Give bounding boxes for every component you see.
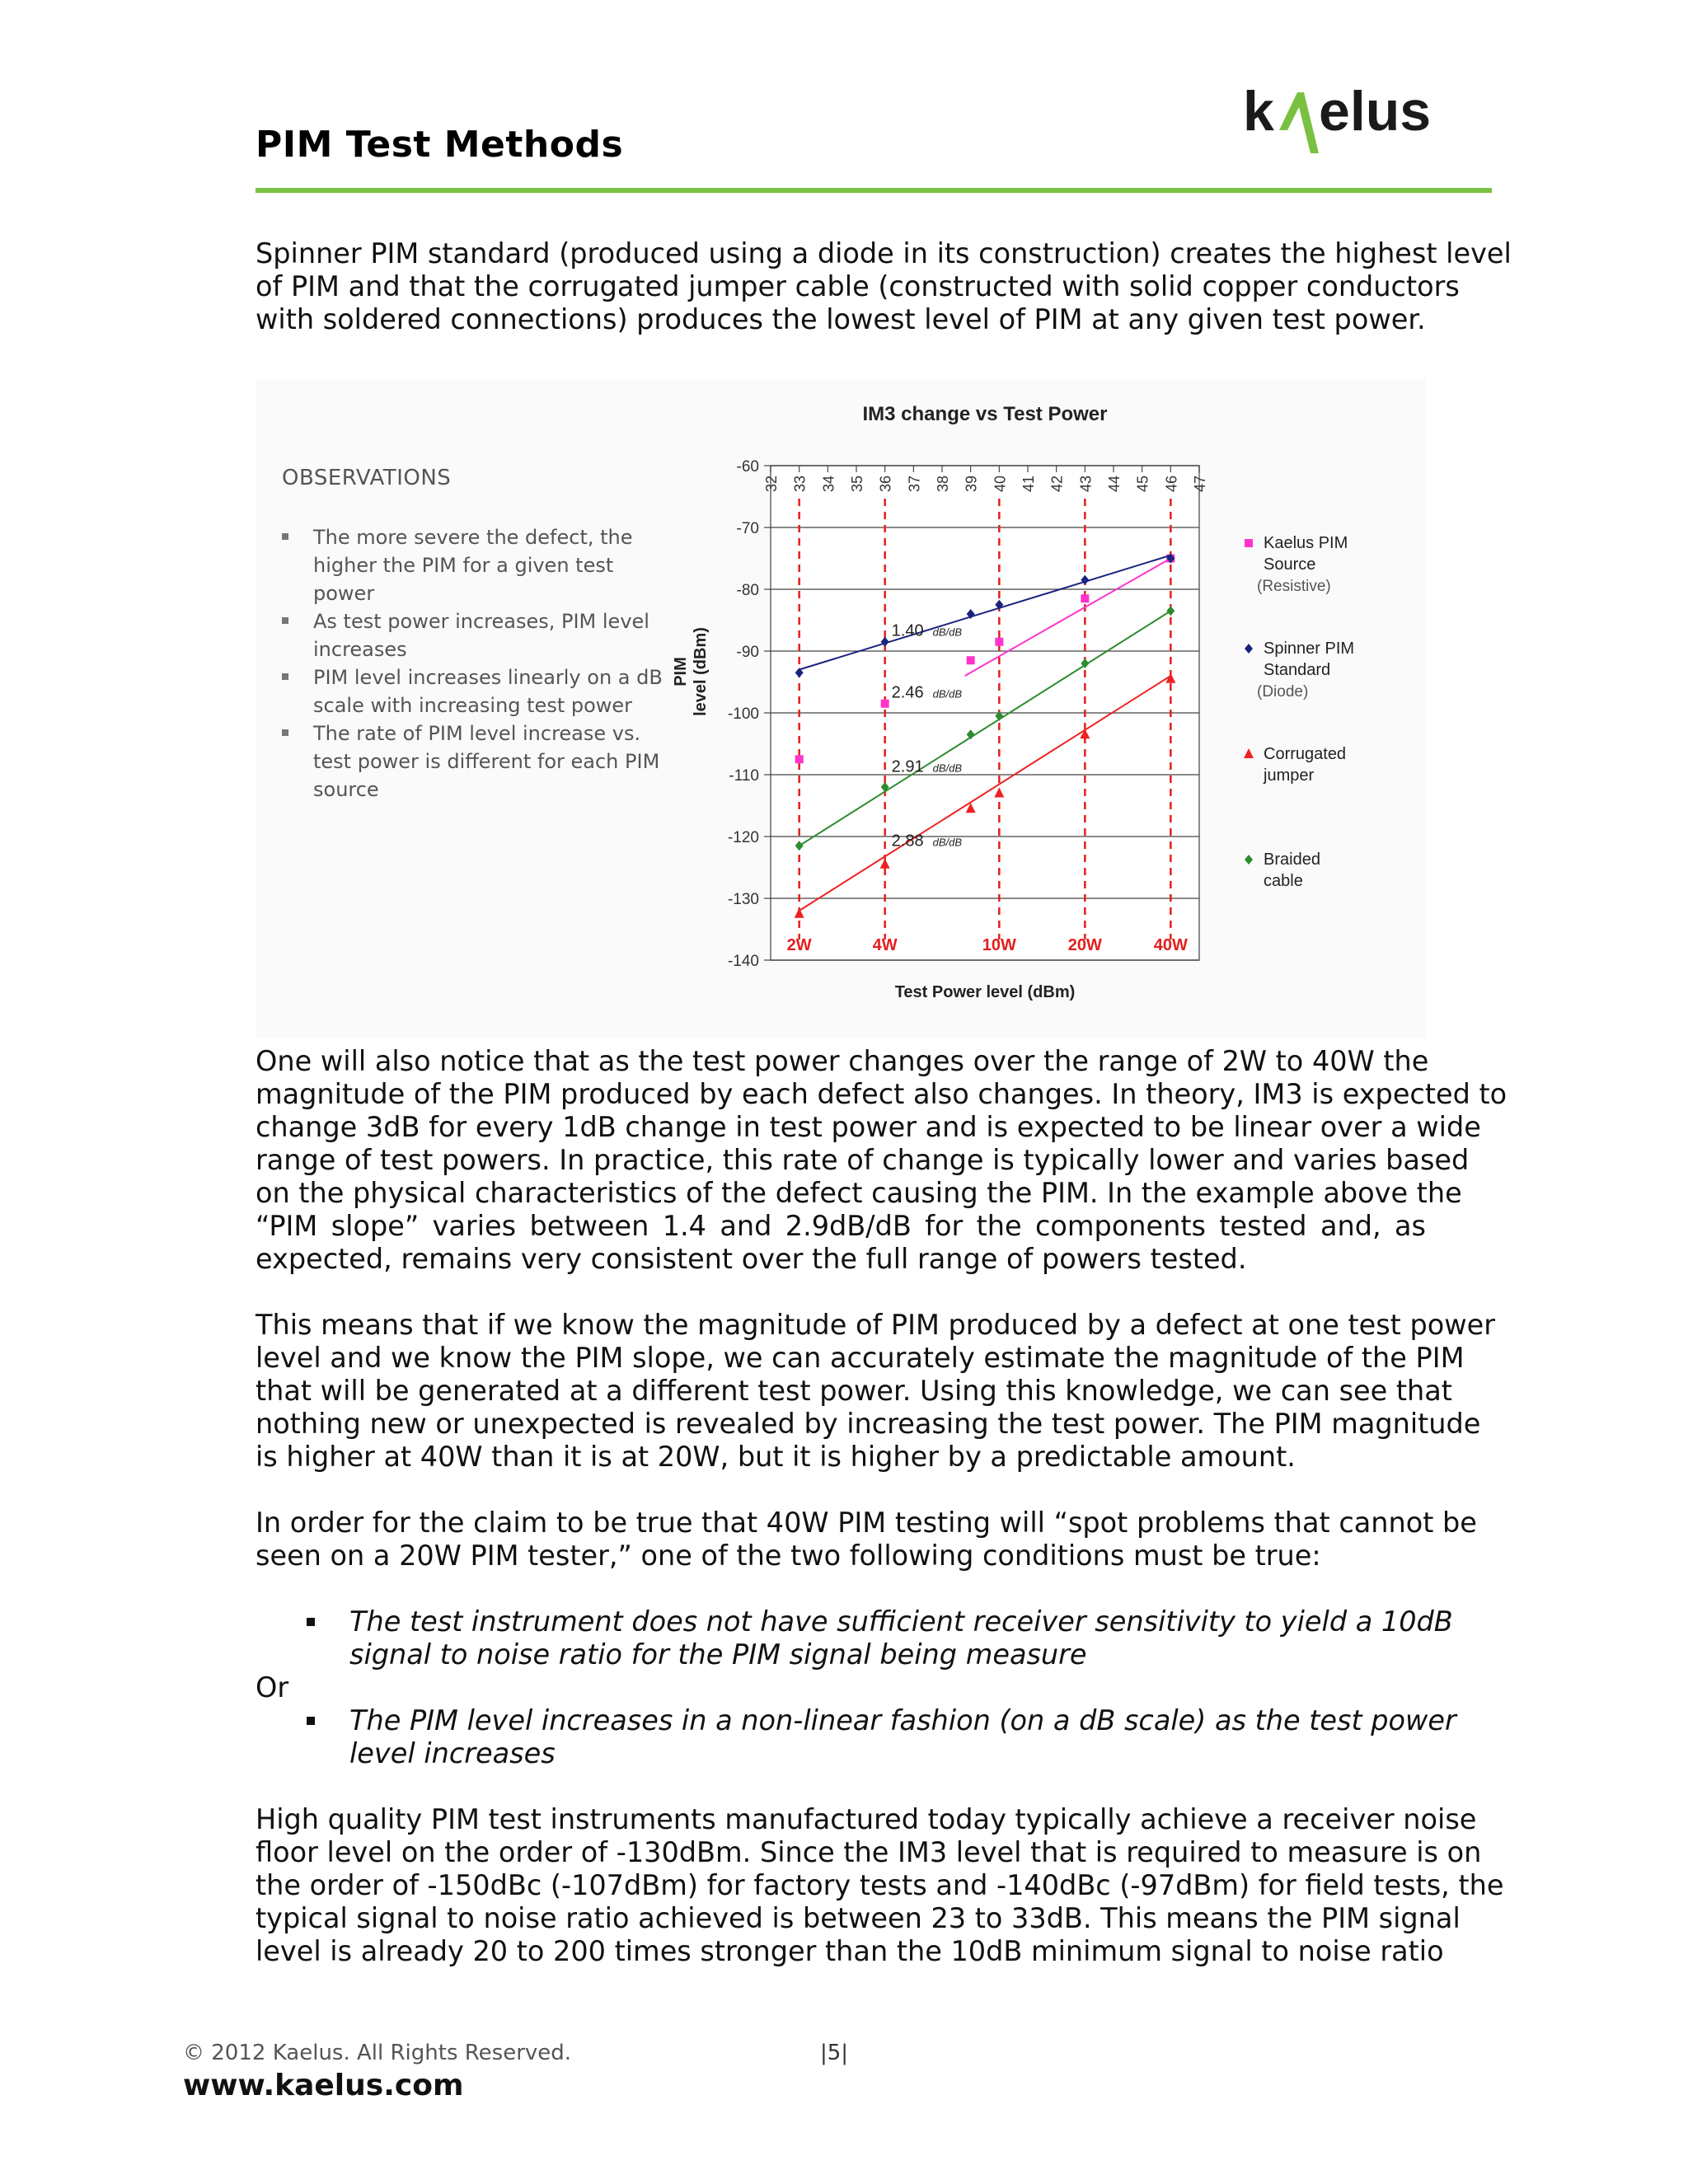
- text-line: typical signal to noise ratio achieved is between 23 to 33dB. This means the PIM signal: [256, 1902, 1461, 1934]
- data-point: [995, 638, 1003, 646]
- x-tick-label: 47: [1192, 476, 1208, 493]
- bullet-icon: [307, 1717, 315, 1725]
- observation-text: The rate of PIM level increase vs. test power is different for each PIM source: [313, 722, 660, 801]
- text-line: floor level on the order of -130dBm. Since the IM3 level that is required to measure is on: [256, 1836, 1482, 1868]
- text-line: range of test powers. In practice, this rate of change is typically lower and varies based: [256, 1144, 1470, 1176]
- slope-unit-label: dB/dB: [932, 687, 963, 701]
- x-tick-label: 32: [763, 476, 780, 493]
- data-point: [1081, 594, 1089, 602]
- text-line: level increases: [349, 1737, 556, 1769]
- kaelus-logo: [1243, 82, 1490, 173]
- condition-item: [256, 1704, 1456, 1770]
- legend-label: Braided: [1264, 851, 1320, 869]
- legend-marker: [1245, 855, 1253, 865]
- bullet-icon: [307, 1618, 315, 1626]
- text-line: level and we know the PIM slope, we can accurately estimate the magnitude of the PIM: [256, 1342, 1465, 1374]
- condition-item: [256, 1605, 1453, 1671]
- power-marker-label: 40W: [1153, 936, 1188, 954]
- slope-label: 2.88: [891, 832, 924, 851]
- condition-list-second: [256, 1704, 1456, 1770]
- legend-marker: [1244, 748, 1254, 758]
- paragraph-pim-slope: [256, 1045, 1507, 1276]
- power-marker-label: 4W: [872, 936, 898, 954]
- x-tick-label: 42: [1048, 476, 1066, 493]
- y-tick-label: -130: [727, 891, 759, 908]
- y-tick-label: -80: [736, 582, 759, 599]
- legend-label: Corrugated: [1264, 745, 1347, 763]
- x-tick-label: 41: [1020, 476, 1037, 493]
- chart-title: IM3 change vs Test Power: [862, 403, 1108, 425]
- y-tick-label: -60: [736, 458, 759, 476]
- observation-text: The more severe the defect, the higher the PIM for a given test power: [313, 526, 633, 605]
- text-line: One will also notice that as the test power changes over the range of 2W to 40W the: [256, 1045, 1429, 1077]
- x-tick-label: 39: [963, 476, 980, 493]
- slope-unit-label: dB/dB: [932, 836, 963, 849]
- or-text: Or: [256, 1671, 289, 1704]
- text-line: change 3dB for every 1dB change in test power and is expected to be linear over a wide: [256, 1111, 1481, 1143]
- svg-text:elus: elus: [1319, 82, 1432, 143]
- slope-unit-label: dB/dB: [932, 626, 963, 639]
- text-line: with soldered connections) produces the lowest level of PIM at any given test power.: [256, 303, 1426, 335]
- observation-text: PIM level increases linearly on a dB scale with increasing test power: [313, 666, 663, 717]
- legend-label: Kaelus PIM: [1264, 534, 1348, 552]
- slope-label: 1.40: [891, 621, 924, 640]
- text-line: on the physical characteristics of the defect causing the PIM. In the example above the: [256, 1177, 1462, 1209]
- y-tick-label: -100: [727, 705, 759, 723]
- x-tick-label: 46: [1163, 476, 1180, 493]
- legend-label: jumper: [1264, 766, 1315, 785]
- y-axis-label: PIM: [672, 657, 690, 687]
- x-tick-label: 36: [877, 476, 894, 493]
- x-tick-label: 37: [906, 476, 923, 493]
- slope-unit-label: dB/dB: [932, 762, 963, 775]
- page-title: PIM Test Methods: [256, 124, 624, 166]
- bullet-icon: [282, 617, 288, 624]
- condition-list-first: [256, 1605, 1453, 1671]
- text-line: “PIM slope” varies between 1.4 and 2.9dB/dB for the components tested and, as: [256, 1210, 1426, 1242]
- text-line: is higher at 40W than it is at 20W, but it is higher by a predictable amount.: [256, 1441, 1296, 1473]
- x-tick-label: 43: [1077, 476, 1095, 493]
- x-tick-label: 35: [849, 476, 865, 493]
- data-point: [967, 656, 975, 664]
- bullet-icon: [282, 673, 288, 680]
- im3-chart: [668, 387, 1409, 1030]
- data-point: [881, 700, 889, 708]
- text-line: nothing new or unexpected is revealed by increasing the test power. The PIM magnitude: [256, 1408, 1481, 1440]
- y-tick-label: -140: [727, 953, 759, 970]
- observation-text: As test power increases, PIM level increases: [313, 610, 649, 661]
- x-tick-label: 45: [1134, 476, 1151, 493]
- slope-label: 2.91: [891, 757, 924, 776]
- paragraph-noise-floor: [256, 1803, 1504, 1968]
- x-tick-label: 40: [992, 476, 1009, 493]
- legend-sublabel: (Resistive): [1257, 578, 1331, 595]
- text-line: that will be generated at a different test power. Using this knowledge, we can see that: [256, 1375, 1452, 1407]
- power-marker-label: 20W: [1067, 936, 1102, 954]
- text-line: expected, remains very consistent over the full range of powers tested.: [256, 1243, 1247, 1275]
- x-tick-label: 38: [935, 476, 951, 493]
- footer-copyright: © 2012 Kaelus. All Rights Reserved.: [183, 2041, 572, 2065]
- x-tick-label: 34: [820, 476, 837, 493]
- text-line: The PIM level increases in a non-linear fashion (on a dB scale) as the test power: [349, 1704, 1456, 1736]
- text-line: level is already 20 to 200 times stronger than the 10dB minimum signal to noise ratio: [256, 1935, 1444, 1967]
- header-rule: [256, 188, 1492, 193]
- paragraph-estimate: [256, 1309, 1495, 1474]
- observation-item: [282, 607, 669, 663]
- text-line: High quality PIM test instruments manufactured today typically achieve a receiver noise: [256, 1803, 1477, 1835]
- legend-label: Source: [1264, 555, 1316, 574]
- y-tick-label: -90: [736, 644, 759, 661]
- y-tick-label: -120: [727, 829, 759, 846]
- observation-item: [282, 719, 669, 804]
- observations-panel: [282, 466, 669, 804]
- legend-label: Standard: [1264, 661, 1331, 679]
- svg-text:k: k: [1243, 82, 1274, 143]
- x-axis-label: Test Power level (dBm): [894, 983, 1076, 1001]
- observation-item: [282, 523, 669, 607]
- power-marker-label: 10W: [982, 936, 1016, 954]
- legend-label: cable: [1264, 872, 1303, 890]
- power-marker-label: 2W: [786, 936, 812, 954]
- paragraph-claim: [256, 1507, 1477, 1572]
- text-line: This means that if we know the magnitude of PIM produced by a defect at one test power: [256, 1309, 1495, 1341]
- observations-title: OBSERVATIONS: [282, 466, 452, 490]
- text-line: seen on a 20W PIM tester,” one of the two following conditions must be true:: [256, 1540, 1321, 1572]
- y-axis-label: level (dBm): [692, 627, 710, 716]
- text-line: the order of -150dBc (-107dBm) for factory tests and -140dBc (-97dBm) for field tests, the: [256, 1869, 1504, 1901]
- page-number: |5|: [820, 2041, 849, 2065]
- text-line: signal to noise ratio for the PIM signal being measure: [349, 1638, 1087, 1671]
- legend-marker: [1245, 539, 1253, 547]
- y-tick-label: -110: [729, 767, 759, 785]
- x-tick-label: 33: [791, 476, 809, 493]
- text-line: magnitude of the PIM produced by each defect also changes. In theory, IM3 is expected to: [256, 1078, 1507, 1110]
- footer-website-link[interactable]: www.kaelus.com: [183, 2069, 464, 2102]
- legend-marker: [1245, 644, 1253, 654]
- text-line: Spinner PIM standard (produced using a diode in its construction) creates the highest level: [256, 237, 1512, 269]
- slope-label: 2.46: [891, 683, 924, 702]
- y-tick-label: -70: [736, 520, 759, 537]
- text-line: The test instrument does not have sufficient receiver sensitivity to yield a 10dB: [349, 1605, 1453, 1638]
- legend-sublabel: (Diode): [1257, 683, 1309, 701]
- x-tick-label: 44: [1106, 476, 1123, 493]
- intro-paragraph: [256, 237, 1512, 336]
- legend-label: Spinner PIM: [1264, 640, 1355, 658]
- bullet-icon: [282, 533, 288, 540]
- data-point: [795, 755, 804, 763]
- text-line: In order for the claim to be true that 40W PIM testing will “spot problems that cannot be: [256, 1507, 1477, 1539]
- bullet-icon: [282, 729, 288, 736]
- observation-item: [282, 663, 669, 719]
- text-line: of PIM and that the corrugated jumper cable (constructed with solid copper conductors: [256, 270, 1460, 302]
